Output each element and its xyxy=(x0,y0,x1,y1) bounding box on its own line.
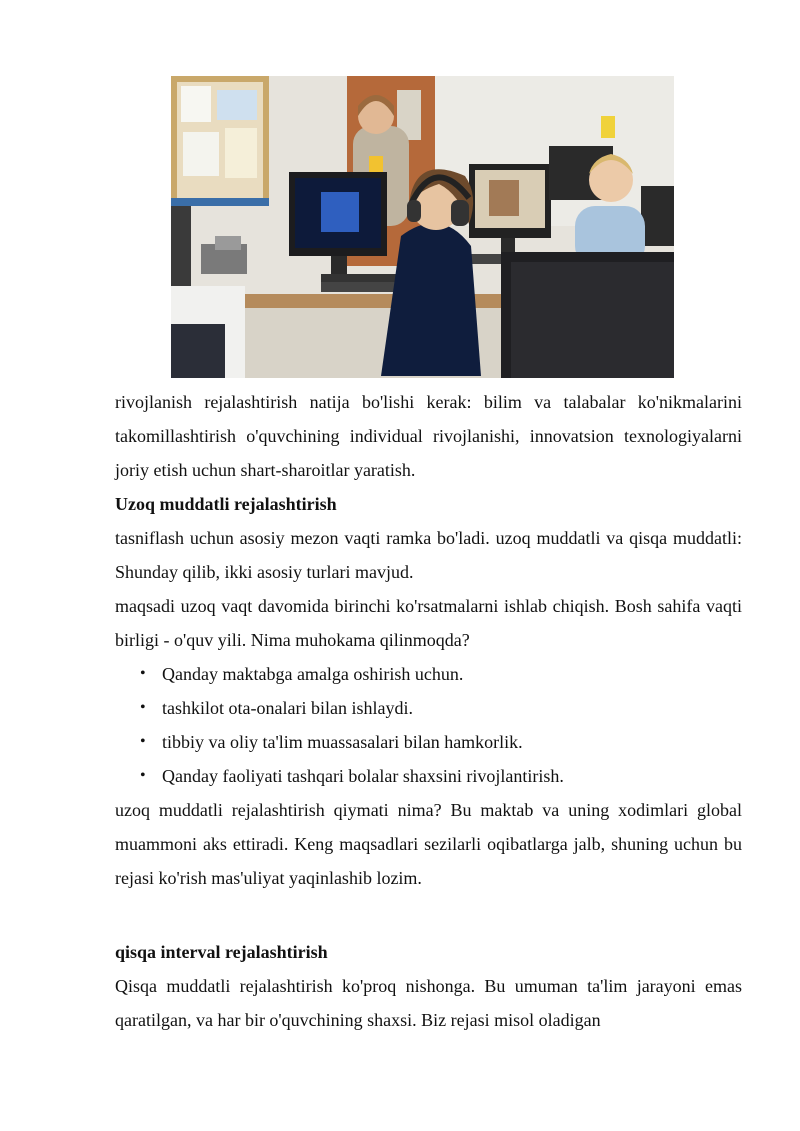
list-item: • Qanday faoliyati tashqari bolalar shaxsini rivojlantirish. xyxy=(162,759,742,793)
classroom-photo xyxy=(171,76,674,378)
bulletin-board-icon xyxy=(171,76,269,206)
person-icon xyxy=(171,286,245,378)
paragraph-classification: tasniflash uchun asosiy mezon vaqti ramka bo'ladi. uzoq muddatli va qisqa muddatli: Shunday qilib, ikki asosiy turlari mavjud. xyxy=(115,528,742,582)
paragraph-short-term: Qisqa muddatli rejalashtirish ko'proq nishonga. Bu umuman ta'lim jarayoni emas qaratilgan, va har bir o'quvchining shaxsi. Biz rejasi misol oladigan xyxy=(115,976,742,1030)
list-item: • tibbiy va oliy ta'lim muassasalari bilan hamkorlik. xyxy=(162,725,742,759)
spacer xyxy=(115,895,742,935)
heading-long-term: Uzoq muddatli rejalashtirish xyxy=(115,494,337,514)
paragraph-development: rivojlanish rejalashtirish natija bo'lishi kerak: bilim va talabalar ko'nikmalarini takomillashtirish o'quvchining individual rivojlanishi, innovatsion texnologiyalarni joriy etish uchun shart-sharoitlar yaratish. xyxy=(115,392,742,480)
bullet-list xyxy=(115,657,742,793)
list-item: • tashkilot ota-onalari bilan ishlaydi. xyxy=(162,691,742,725)
heading-short-term: qisqa interval rejalashtirish xyxy=(115,942,328,962)
list-item: • Qanday maktabga amalga oshirish uchun. xyxy=(162,657,742,691)
paragraph-goal: maqsadi uzoq vaqt davomida birinchi ko'rsatmalarni ishlab chiqish. Bosh sahifa vaqti birligi - o'quv yili. Nima muhokama qilinmoqda? xyxy=(115,596,742,650)
document-body xyxy=(115,385,742,1037)
paragraph-value: uzoq muddatli rejalashtirish qiymati nima? Bu maktab va uning xodimlari global muammoni aks ettiradi. Keng maqsadlari sezilarli oqibatlarga jalb, shuning uchun bu rejasi ko'rish mas'uliyat yaqinlashib lozim. xyxy=(115,800,742,888)
